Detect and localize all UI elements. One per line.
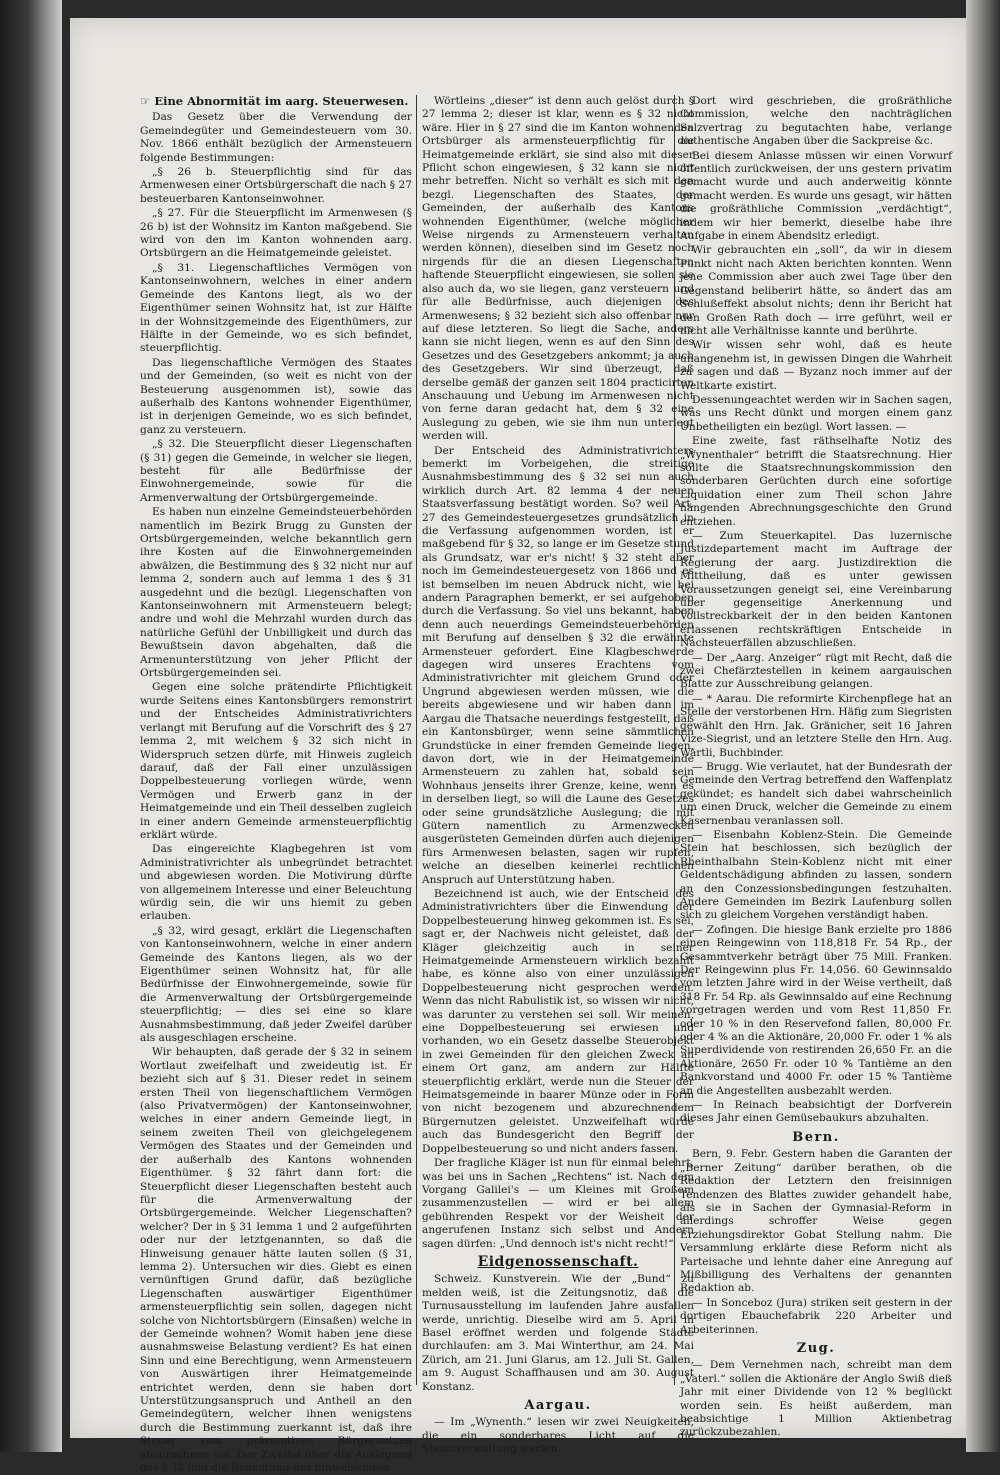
column-rule [416,95,417,1385]
section-title-eidgenossenschaft: Eidgenossenschaft. [477,1253,639,1270]
paragraph: Das liegenschaftliche Vermögen des Staates und der Gemeinden, (so weit es nicht von der Besteuerung ausgenommen ist), sowie das außerhalb des Kantons wohnender Eigenthümer, ist in derjenigen Gemeinde, wo es sich befindet, ganz zu versteuern. [140,356,412,436]
paragraph: Eine zweite, fast räthselhafte Notiz des „Wynenthaler“ betrifft die Staatsrechnung. Hier sollte die Staatsrechnungskommission den sonderbaren Gerüchten durch eine sofortige Liquidation einer zum Theil schon Jahre hängenden Abrechnungsgeschichte den Grund entziehen. [680,435,952,528]
section-title-aargau: Aargau. [524,1398,592,1413]
paragraph: Das eingereichte Klagbegehren ist vom Administrativrichter als unbegründet betrachtet und abgewiesen worden. Die Motivirung dürfte von allgemeinem Interesse und einer Beleuchtung würdig sein, die wir uns hiemit zu geben erlauben. [140,843,412,923]
paragraph: Bei diesem Anlasse müssen wir einen Vorwurf öffentlich zurückweisen, der uns gestern privatim gemacht wurde und auch anderweitig könnte gemacht werden. Es wurde uns gesagt, wir hätten die großräthliche Commission „verdächtigt“, indem wir hier bemerkt, dieselbe habe ihre Aufgabe in einem Abendsitz erledigt. [680,149,952,243]
paragraph: — Zofingen. Die hiesige Bank erzielte pro 1886 einen Reingewinn von 118,818 Fr. 54 Rp., der Gesammtverkehr beträgt über 75 Mill. Franken. Der Reingewinn plus Fr. 14,056. 60 Gewinnsaldo vom letzten Jahre wird in der Weise vertheilt, daß 318 Fr. 54 Rp. als Gewinnsaldo auf eine Rechnung vorgetragen werden und vom Rest 11,850 Fr. oder 10 % in den Reservefond fallen, 80,000 Fr. oder 4 % an die Aktionäre, 20,000 Fr. oder 1 % als Superdividende von restirenden 26,650 Fr. an die Aktionäre, 2650 Fr. oder 10 % Tantième an den Bankvorstand und 4000 Fr. oder 15 % Tantième an die Angestellten ausbezahlt werden. [680,923,952,1097]
article-title: ☞ Eine Abnormität im aarg. Steuerwesen. [140,94,409,108]
paragraph: Wörtleins „dieser“ ist denn auch gelöst durch § 27 lemma 2; dieser ist klar, wenn es § 32 nicht wäre. Hier in § 27 sind die im Kanton wohnenden Ortsbürger als armensteuerpflichtig für die Heimatgemeinde erklärt, sie sind also mit dieser Pflicht schon eingewiesen, § 32 kann sie nicht mehr betreffen. Nicht so verhält es sich mit den bezgl. Liegenschaften des Staates, der Gemeinden, der außerhalb des Kantons wohnenden Eigenthümer, (welche möglicher Weise nirgends zu Armensteuern verhalten werden können), dieselben sind im Gesetz noch nirgends für die an diesen Liegenschaften haftende Steuerpflicht eingewiesen, sie sollen sie also auch da, wo sie liegen, ganz versteuern und für alle Bedürfnisse, auch diejenigen des Armenwesens; § 32 bezieht sich also offenbar nur auf diese letzteren. So liegt die Sache, anders kann sie nicht liegen, wenn es auf den Sinn des Gesetzes und des Gesetzgebers ankommt; ja auch des Gesetzgebers. Wir sind überzeugt, daß derselbe gemäß der ganzen seit 1804 practicirten Anschauung und Uebung im Armenwesen nicht von ferne daran gedacht hat, dem § 32 eine Auslegung zu geben, wie sie ihm nun unterlegt werden will. [422,95,694,443]
column-2-text [422,95,694,1251]
section-title-bern: Bern. [792,1129,840,1145]
pointing-hand-icon: ☞ [140,94,151,108]
scan-right-edge [966,0,1000,1452]
paragraph: „§ 32. Die Steuerpflicht dieser Liegenschaften (§ 31) gegen die Gemeinde, in welcher sie liegen, besteht für alle Bedürfnisse der Einwohnergemeinde, sowie für die Armenverwaltung der Ortsbürgergemeinde. [140,438,412,504]
paragraph: „§ 27. Für die Steuerpflicht im Armenwesen (§ 26 b) ist der Wohnsitz im Kanton maßgebend. Sie wird von den im Kanton wohnenden aarg. Ortsbürgern an die Heimatgemeinde geleistet. [140,207,412,260]
paragraph: Dort wird geschrieben, die großräthliche Commission, welche den nachträglichen Salzvertrag zu begutachten habe, verlange authentische Angaben über die Sackpreise &c. [680,95,952,148]
paragraph: Es haben nun einzelne Gemeindsteuerbehörden namentlich im Bezirk Brugg zu Gunsten der Ortsbürgergemeinden, welche bekanntlich gern ihre Kosten auf die Einwohnergemeinden abwälzen, die Bestimmung des § 32 nicht nur auf lemma 2, sondern auch auf lemma 1 des § 31 ausgedehnt und die bezügl. Liegenschaften von Kantonseinwohnern mit Armensteuern belegt; andre und wohl die Mehrzahl wurden durch das natürliche Gefühl der Unbilligkeit und durch das Bewußtsein davon abgehalten, daß die Armenunterstützung von jeher Pflicht der Ortsbürgergemeinden sei. [140,506,412,680]
paragraph: — * Aarau. Die reformirte Kirchenpflege hat an Stelle der verstorbenen Hrn. Häfig zum Siegristen gewählt den Hrn. Jak. Gränicher, seit 16 Jahren Vize-Siegrist, und an letztere Stelle den Hrn. Aug. Wärtli, Buchbinder. [680,692,952,759]
paragraph: „§ 32, wird gesagt, erklärt die Liegenschaften von Kantonseinwohnern, welche in einer andern Gemeinde des Kantons liegen, als wo der Eigenthümer seinen Wohnsitz hat, für alle Bedürfnisse der Einwohnergemeinde, sowie für die Armenverwaltung der Ortsbürgergemeinde steuerpflichtig; — dies sei eine so klare Ausnahmsbestimmung, daß jeder Zweifel darüber als ausgeschlagen erscheine. [140,924,412,1045]
column-1 [140,94,412,1475]
paragraph: Dessenungeachtet werden wir in Sachen sagen, was uns Recht dünkt und morgen einem ganz Unbetheiligten ein bezügl. Wort lassen. — [680,393,952,433]
scan-binding-edge [0,0,62,1452]
paragraph: — Brugg. Wie verlautet, hat der Bundesrath der Gemeinde den Vertrag betreffend den Waffenplatz gekündet; es handelt sich dabei wahrscheinlich um einen Druck, welcher die Gemeinde zu einem Kasernenbau veranlassen soll. [680,760,952,827]
paragraph: Bern, 9. Febr. Gestern haben die Garanten der „Berner Zeitung“ darüber berathen, ob die Redaktion der Letztern den freisinnigen Tendenzen des Blattes zuwider gehandelt habe, als sie in Sachen der Gymnasial-Reform in allerdings schroffer Weise gegen Erziehungsdirektor Gobat Stellung nahm. Die Versammlung erklärte diese Reform nicht als Parteisache und lehnte daher eine Anregung auf Mißbilligung des Verhaltens der genannten Redaktion ab. [680,1148,952,1295]
column-1-text [140,111,412,1475]
paragraph: Gegen eine solche prätendirte Pflichtigkeit wurde Seitens eines Kantonsbürgers remonstrirt und der Entscheides Administrativrichters verlangt mit Berufung auf die Vorschrift des § 27 lemma 2, mit welchem § 32 sich nicht in Widerspruch setzen dürfe, mit Hinweis zugleich darauf, daß der Fall einer unzulässigen Doppelbesteuerung vorliegen würde, wenn Vermögen und Erwerb ganz in der Heimatgemeinde und ein Theil desselben zugleich in einer andern Gemeinde armensteuerpflichtig erklärt würde. [140,681,412,841]
paragraph: Bezeichnend ist auch, wie der Entscheid des Administrativrichters über die Einwendung der Doppelbesteuerung hinweg gekommen ist. Es sei, sagt er, der Nachweis nicht geleistet, daß der Kläger gleichzeitig auch in seiner Heimatgemeinde Armensteuern wirklich bezahlt habe, es könne also von einer unzulässigen Doppelbesteuerung nicht gesprochen werden. Wenn das nicht Rabulistik ist, so wissen wir nicht, was darunter zu verstehen sei soll. Wir meinen, eine Doppelbesteuerung sei erwiesen und vorhanden, wo ein Gesetz dasselbe Steuerobjekt in zwei Gemeinden für den gleichen Zweck an einem Ort ganz, am andern zur Hälfte steuerpflichtig erklärt, werde nun die Steuer der Heimatsgemeinde in baarer Münze oder in Form von nicht bezogenem und abzurechnendem Bürgernutzen geleistet. Unzweifelhaft würde auch das Bundesgericht den Begriff der Doppelbesteuerung so und nicht anders fassen. [422,887,694,1155]
paragraph: Das Gesetz über die Verwendung der Gemeindegüter und Gemeindesteuern vom 30. Nov. 1866 enthält bezüglich der Armensteuern folgende Bestimmungen: [140,111,412,164]
bern-text [680,1148,952,1337]
paragraph: „§ 26 b. Steuerpflichtig sind für das Armenwesen einer Ortsbürgerschaft die nach § 27 besteuerbaren Kantonseinwohner. [140,166,412,205]
column-3 [680,95,952,1439]
paragraph: — Im „Wynenth.“ lesen wir zwei Neuigkeiten, die ein sonderbares Licht auf die Staatsverwaltung werfen. [422,1416,694,1456]
paragraph: — Eisenbahn Koblenz-Stein. Die Gemeinde Stein hat beschlossen, sich bezüglich der Rheinthalbahn Stein-Koblenz nicht mit einer Geldentschädigung abfinden zu lassen, sondern an den Conzessionsbedingungen festzuhalten. Andere Gemeinden im Bezirk Laufenburg sollen sich zu gleichem Vorgehen verständigt haben. [680,828,952,922]
paragraph: Schweiz. Kunstverein. Wie der „Bund“ zu melden weiß, ist die Zeitungsnotiz, daß die Turnusausstellung im laufenden Jahre ausfallen werde, unrichtig. Dieselbe wird am 5. April in Basel eröffnet werden und folgende Städte durchlaufen: am 3. Mai Winterthur, am 24. Mai Zürich, am 21. Juni Glarus, am 12. Juli St. Gallen, am 9. August Schaffhausen und am 30. August Konstanz. [422,1273,694,1393]
section-title-zug: Zug. [796,1340,836,1356]
paragraph: Wir gebrauchten ein „soll“, da wir in diesem Punkt nicht nach Akten berichten konnten. Wenn jene Commission aber auch zwei Tage über den Gegenstand beliberirt hätte, so ändert das am Schlußeffekt absolut nichts; denn ihr Bericht hat den Großen Rath doch — irre geführt, weil er nicht alle Verhältnisse kannte und berührte. [680,244,952,337]
paragraph: Der Entscheid des Administrativrichters bemerkt im Vorbeigehen, die streitige Ausnahmsbestimmung des § 32 sei nun auch wirklich durch Art. 82 lemma 4 der neuen Staatsverfassung bestätigt worden. So? weil Art. 27 des Gemeindesteuergesetzes grundsätzlich in die Verfassung aufgenommen worden, ist er maßgebend für § 32, so lange er im Gesetze stund als Grundsatz, war er's nicht! § 32 steht aber noch im Gemeindesteuergesetz von 1866 und es ist bemselben im neuen Abdruck nicht, wie bei andern Paragraphen bemerkt, er sei aufgehoben durch die Verfassung. So viel uns bekannt, haben denn auch neuerdings Gemeindsteuerbehörden mit Berufung auf denselben § 32 die erwähnte Armensteuer gefordert. Eine Klagbeschwerde dagegen wird unseres Erachtens vom Administrativrichter mit gleichem Grund oder Ungrund abgewiesen werden müssen, wie die bereits abgewiesene und wir haben dann im Aargau die Thatsache neuerdings festgestellt, daß ein Kantonsbürger, wenn seine sämmtlichen Grundstücke in einer fremden Gemeinde liegen, davon dort, wie in der Heimatgemeinde Armensteuern zu zahlen hat, sobald sein Wohnhaus jenseits ihrer Grenze, keine, wenn es in derselben liegt, so will die Laune des Gesetzes oder seine grundsätzliche Auslegung; die mit Gütern namentlich zu Armenzwecken ausgerüsteten Gemeinden dürfen auch diejenigen fürs Armenwesen belasten, sagen wir rupfen, welche an dieselben keinerlei rechtlichen Anspruch auf Unterstützung haben. [422,444,694,886]
paragraph: Der fragliche Kläger ist nun für einmal belehrt, was bei uns in Sachen „Rechtens“ ist. Nach dem Vorgang Galilei's — um Kleines mit Großem zusammenzustellen — wird er bei allem gebührenden Respekt vor der Weisheit der angerufenen Instanz sich selbst und Andern sagen dürfen: „Und dennoch ist's nicht recht!“ [422,1157,694,1250]
paragraph: Wir behaupten, daß gerade der § 32 in seinem Wortlaut zweifelhaft und zweideutig ist. Er bezieht sich auf § 31. Dieser redet in seinem ersten Theil von liegenschaftlichem Vermögen (also Privatvermögen) der Kantonseinwohner, welches in einer andern Gemeinde liegt, in seinem zweiten Theil von gleichgelegenem Vermögen des Staates und der Gemeinden und der außerhalb des Kantons wohnenden Eigenthümer. § 32 fährt dann fort: die Steuerpflicht dieser Liegenschaften besteht auch für die Armenverwaltung der Ortsbürgergemeinde. Welcher Liegenschaften? welcher? Der in § 31 lemma 1 und 2 aufgeführten oder nur der letztgenannten, so daß die Hinweisung genauer hätte lauten sollen (§ 31, lemma 2). Untersuchen wir dies. Giebt es einen vernünftigen Grund dafür, daß bezügliche Liegenschaften auswärtiger Eigenthümer armensteuerpflichtig sein sollen, dagegen nicht solche von Nichtortsbürgern (Einsaßen) welche in der Gemeinde wohnen? Womit haben jene diese ausnahmsweise Belastung verdient? Es hat einen Sinn und eine Berechtigung, wenn Armensteuern von Auswärtigen ihrer Heimatgemeinde entrichtet werden, denn sie haben dort Unterstützungsanspruch und Antheil an den Gemeindegütern, welcher ihnen wenigstens durch die Bestimmung zuerkannt ist, daß ihre Steuer vom präsumtiven Bürgernutzen abzurechnen sei. Der Zweifel über die Auslegung des § 32 und die Bedeutung des hinweisenden [140,1046,412,1475]
paragraph: „§ 31. Liegenschaftliches Vermögen von Kantonseinwohnern, welches in einer andern Gemeinde des Kantons liegt, als wo der Eigenthümer seinen Wohnsitz hat, ist zur Hälfte in der Wohnsitzgemeinde des Eigenthümers, zur Hälfte in der Gemeinde, wo es sich befindet, steuerpflichtig. [140,261,412,355]
paragraph: — In Sonceboz (Jura) striken seit gestern in der dortigen Ebauchefabrik 220 Arbeiter und Arbeiterinnen. [680,1296,952,1336]
eidgenossenschaft-text [422,1273,694,1394]
paragraph: — Dem Vernehmen nach, schreibt man dem „Vaterl.“ sollen die Aktionäre der Anglo Swiß dieß Jahr mit einer Dividende von 12 % beglückt worden sein. Es heißt außerdem, man beabsichtige 1 Million Aktienbetrag zurückzubezahlen. [680,1359,952,1439]
paragraph: — Zum Steuerkapitel. Das luzernische Justizdepartement macht im Auftrage der Regierung der aarg. Justizdirektion die Mittheilung, daß es unter gewissen Voraussetzungen geneigt sei, eine Vereinbarung über gegenseitige Anerkennung und Vollstreckbarkeit der in den beiden Kantonen erlassenen rechtskräftigen Entscheide in Nachsteuerfällen abzuschließen. [680,530,952,650]
aargau-text [422,1416,694,1456]
paragraph: Wir wissen sehr wohl, daß es heute unangenehm ist, in gewissen Dingen die Wahrheit zu sagen und daß — Byzanz noch immer auf der Weltkarte existirt. [680,339,952,392]
column-3-text [680,95,952,1126]
paragraph: — In Reinach beabsichtigt der Dorfverein dieses Jahr einen Gemüsebaukurs abzuhalten. [680,1099,952,1125]
paragraph: — Der „Aarg. Anzeiger“ rügt mit Recht, daß die zwei Chefärztestellen in keinem aargauischen Blatte zur Ausschreibung gelangen. [680,651,952,691]
zug-text [680,1359,952,1439]
column-2 [422,95,694,1456]
